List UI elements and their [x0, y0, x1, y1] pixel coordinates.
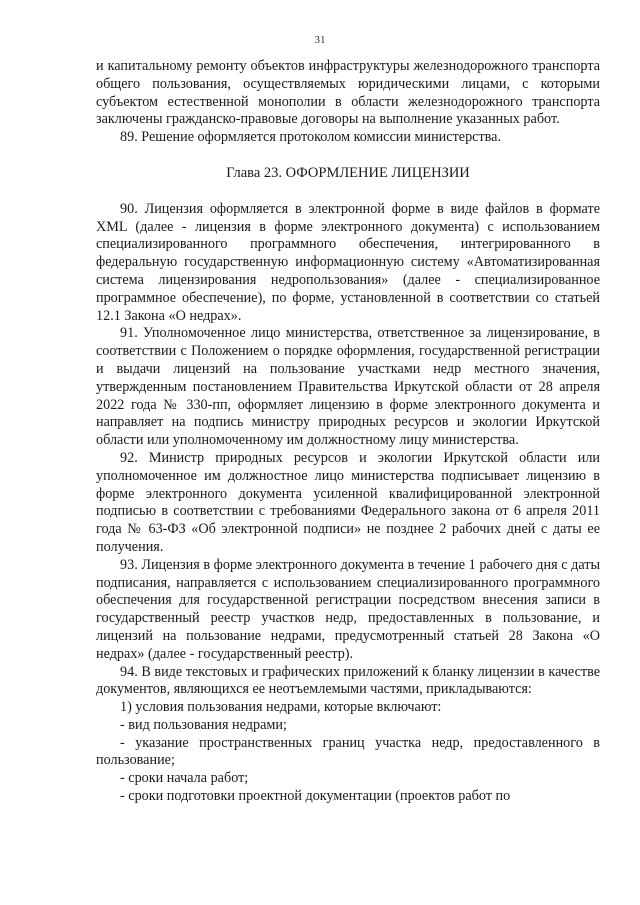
- dash-item-2: - указание пространственных границ участка недр, предоставленного в пользование;: [96, 734, 600, 769]
- page-number: 31: [314, 34, 326, 46]
- paragraph-93: 93. Лицензия в форме электронного документа в течение 1 рабочего дня с даты подписания, направляется с использованием специализированного программного обеспечения для государственной регистрации посредством внесения записи в государственный реестр участков недр, предоставленных в пользование, и лицензий на пользование недрами, предусмотренный статьей 28 Закона «О недрах» (далее - государственный реестр).: [96, 556, 600, 662]
- continuation-paragraph: и капитальному ремонту объектов инфраструктуры железнодорожного транспорта общего пользования, осуществляемых юридическими лицами, с которыми субъектом естественной монополии в области железнодорожного транспорта заключены гражданско-правовые договоры на выполнение указанных работ.: [96, 58, 600, 128]
- paragraph-89: 89. Решение оформляется протоколом комиссии министерства.: [120, 129, 502, 146]
- paragraph-91: 91. Уполномоченное лицо министерства, ответственное за лицензирование, в соответствии с Положением о порядке оформления, государственной регистрации и выдачи лицензий на пользование участками недр местного значения, утвержденным постановлением Правительства Иркутской области от 28 апреля 2022 года № 330-пп, оформляет лицензию в форме электронного документа и направляет на подпись министру природных ресурсов и экологии Иркутской области или уполномоченному им должностному лицу министерства.: [96, 325, 600, 449]
- dash-item-1: - вид пользования недрами;: [120, 716, 287, 733]
- paragraph-92: 92. Министр природных ресурсов и экологии Иркутской области или уполномоченное им должностное лицо министерства подписывает лицензию в форме электронного документа усиленной квалифицированной электронной подписью в соответствии с требованиями Федерального закона от 6 апреля 2011 года № 63-ФЗ «Об электронной подписи» не позднее 2 рабочих дней с даты ее получения.: [96, 449, 600, 555]
- dash-item-4: - сроки подготовки проектной документации (проектов работ по: [120, 788, 511, 805]
- dash-item-3: - сроки начала работ;: [120, 770, 249, 787]
- paragraph-94: 94. В виде текстовых и графических приложений к бланку лицензии в качестве документов, являющихся ее неотъемлемыми частями, прикладываются:: [96, 663, 600, 698]
- paragraph-90: 90. Лицензия оформляется в электронной форме в виде файлов в формате XML (далее - лицензия в форме электронного документа) с использованием специализированного программного обеспечения, интегрированного в федеральную государственную информационную систему «Автоматизированная система лицензирования недропользования» (далее - специализированное программное обеспечение), по форме, установленной в соответствии со статьей 12.1 Закона «О недрах».: [96, 200, 600, 324]
- list-item-1: 1) условия пользования недрами, которые включают:: [120, 699, 442, 716]
- document-body: [96, 58, 600, 806]
- chapter-title: Глава 23. ОФОРМЛЕНИЕ ЛИЦЕНЗИИ: [226, 164, 470, 181]
